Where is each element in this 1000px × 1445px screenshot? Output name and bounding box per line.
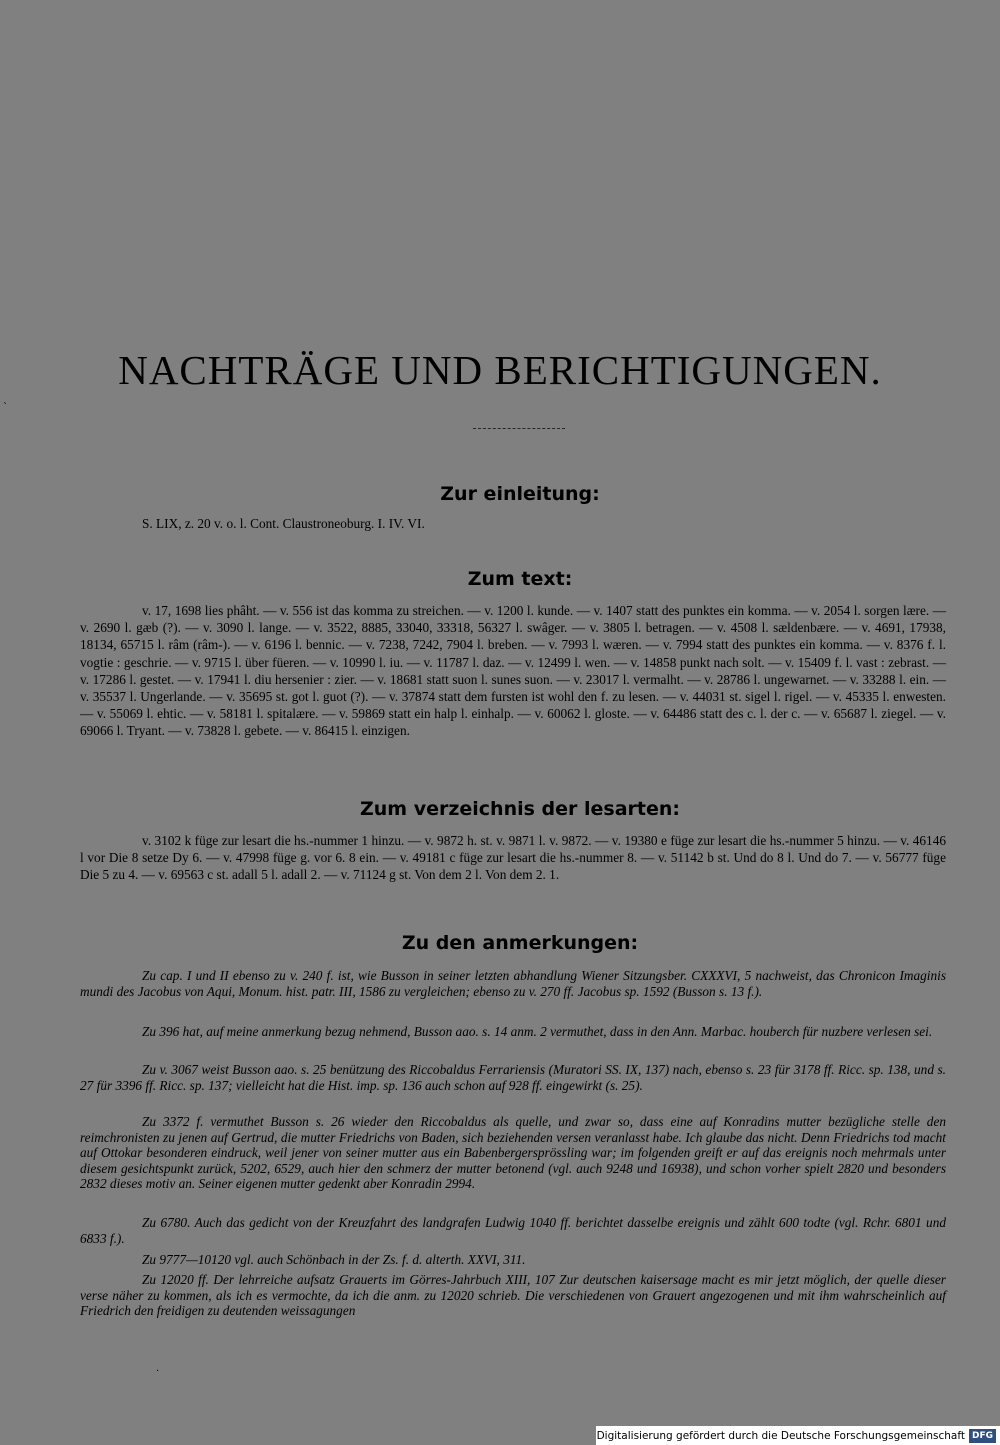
footer-text: Digitalisierung gefördert durch die Deutsche Forschungsgemeinschaft bbox=[596, 1429, 965, 1442]
einleitung-text: S. LIX, z. 20 v. o. l. Cont. Claustroneoburg. I. IV. VI. bbox=[142, 516, 425, 531]
stray-mark-left: ` bbox=[3, 402, 8, 413]
anmerkung-paragraph: Zu 9777—10120 vgl. auch Schönbach in der Zs. f. d. alterth. XXVI, 311. bbox=[142, 1252, 526, 1267]
title-rule bbox=[473, 428, 565, 430]
anmerkung-paragraph: Zu v. 3067 weist Busson aao. s. 25 benützung des Riccobaldus Ferrariensis (Muratori SS. IX, 137) nach, ebenso s. 23 für 3178 ff. Ricc. sp. 138, und s. 27 für 3396 ff. Ricc. sp. 137; vielleicht hat die Hist. imp. sp. 136 auch schon auf 928 ff. eingewirkt (s. 25). bbox=[80, 1062, 946, 1093]
stray-mark-bottom: · bbox=[156, 1366, 160, 1377]
text-corrections: v. 17, 1698 lies phâht. — v. 556 ist das komma zu streichen. — v. 1200 l. kunde. — v. 1407 statt des punktes ein komma. — v. 2054 l. sorgen lære. — v. 2690 l. gæb (?). — v. 3090 l. lange. — v. 3522, 8885, 33040, 33318, 56327 l. swâger. — v. 3805 l. betragen. — v. 4508 l. sældenbære. — v. 4691, 17938, 18134, 65715 l. râm (râm-). — v. 6196 l. bennic. — v. 7238, 7242, 7904 l. breben. — v. 7993 l. wæren. — v. 7994 statt des punktes ein komma. — v. 8376 f. l. vogtie : geschrie. — v. 9715 l. über füeren. — v. 10990 l. iu. — v. 11787 l. daz. — v. 12499 l. wen. — v. 14858 punkt nach solt. — v. 15409 f. l. vast : zebrast. — v. 17286 l. gestet. — v. 17941 l. diu hersenier : zier. — v. 18681 statt suon l. sunes suon. — v. 23017 l. vermalht. — v. 28786 l. ungewarnet. — v. 33288 l. ein. — v. 35537 l. Ungerlande. — v. 35695 st. got l. guot (?). — v. 37874 statt dem fursten ist wohl den f. zu lesen. — v. 44031 st. sigel l. rigel. — v. 45335 l. enwesten. — v. 55069 l. ehtic. — v. 58181 l. spitalære. — v. 59869 statt ein halp l. einhalp. — v. 60062 l. gloste. — v. 64486 statt des c. l. der c. — v. 65687 l. ziegel. — v. 69066 l. Tryant. — v. 73828 l. gebete. — v. 86415 l. einzigen. bbox=[80, 603, 946, 739]
anmerkung-paragraph: Zu 396 hat, auf meine anmerkung bezug nehmend, Busson aao. s. 14 anm. 2 vermuthet, dass in den Ann. Marbac. houberch für nuzbere verlesen sei. bbox=[142, 1024, 933, 1039]
page-title: NACHTRÄGE UND BERICHTIGUNGEN. bbox=[118, 347, 882, 393]
heading-text: Zum text: bbox=[467, 568, 573, 590]
anmerkung-paragraph: Zu 6780. Auch das gedicht von der Kreuzfahrt des landgrafen Ludwig 1040 ff. berichtet dasselbe ereignis und zählt 600 todte (vgl. Rchr. 6801 und 6833 f.). bbox=[80, 1215, 946, 1246]
heading-anmerkungen: Zu den anmerkungen: bbox=[401, 932, 639, 954]
anmerkung-paragraph: Zu 3372 f. vermuthet Busson s. 26 wieder den Riccobaldus als quelle, und zwar so, dass eine auf Konradins mutter bezügliche stelle den reimchronisten zu jenen auf Gertrud, die mutter Friedrichs von Baden, sich beziehenden versen veranlasst habe. Ich glaube das nicht. Denn Friedrichs tod macht auf Ottokar besonderen eindruck, weil jener von seiner mutter aus ein Babenbergersprössling war; im folgenden greift er auf das ereignis noch mehrmals unter diesem gesichtspunkt zurück, 5202, 6529, auch hier den schmerz der mutter betonend (vgl. auch 9248 und 16938), und schon vorher spielt 2820 und besonders 2832 dieses motiv an. Seiner eigenen mutter gedenkt aber Konradin 2994. bbox=[80, 1114, 946, 1192]
anmerkung-paragraph: Zu 12020 ff. Der lehrreiche aufsatz Grauerts im Görres-Jahrbuch XIII, 107 Zur deutschen kaisersage macht es mir jetzt möglich, der quelle dieser verse näher zu kommen, als ich es vermochte, da ich die anm. zu 12020 schrieb. Die verschiedenen von Grauert angezogenen und mit ihm wahrscheinlich auf Friedrich den freidigen zu deutenden weissagungen bbox=[80, 1272, 946, 1319]
lesarten-corrections: v. 3102 k füge zur lesart die hs.-nummer 1 hinzu. — v. 9872 h. st. v. 9871 l. v. 9872. — v. 19380 e füge zur lesart die hs.-nummer 5 hinzu. — v. 46146 l vor Die 8 setze Dy 6. — v. 47998 füge g. vor 6. 8 ein. — v. 49181 c füge zur lesart die hs.-nummer 8. — v. 51142 b st. Und do 8 l. Und do 7. — v. 56777 füge Die 5 zu 4. — v. 69563 c st. adall 5 l. adall 2. — v. 71124 g st. Von dem 2 l. Von dem 2. 1. bbox=[80, 833, 946, 883]
heading-einleitung: Zur einleitung: bbox=[440, 483, 600, 505]
dfg-logo-icon: DFG bbox=[969, 1429, 996, 1443]
heading-lesarten: Zum verzeichnis der lesarten: bbox=[359, 798, 681, 820]
anmerkung-paragraph: Zu cap. I und II ebenso zu v. 240 f. ist, wie Busson in seiner letzten abhandlung Wiener Sitzungsber. CXXXVI, 5 nachweist, das Chronicon Imaginis mundi des Jacobus von Aqui, Monum. hist. patr. III, 1586 zu vergleichen; ebenso zu v. 270 ff. Jacobus sp. 1592 (Busson s. 13 f.). bbox=[80, 968, 946, 999]
footer-bar bbox=[596, 1426, 1000, 1445]
